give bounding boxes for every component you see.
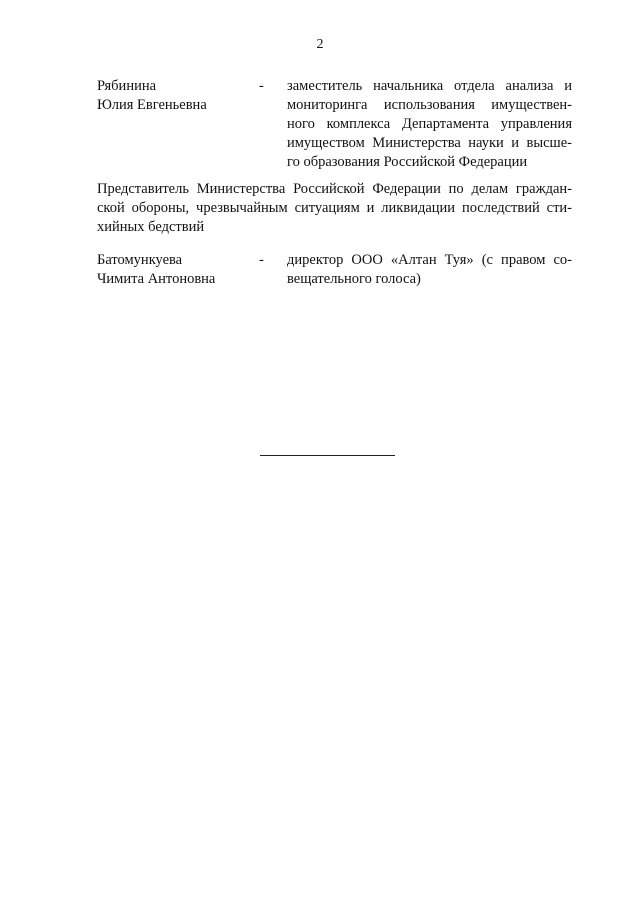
section-heading-line: хийных бедствий <box>97 219 205 235</box>
position-line: мониторинга использования имуществен- <box>287 97 572 113</box>
member-position <box>287 77 572 172</box>
position-line: имуществом Министерства науки и высше- <box>287 135 572 151</box>
member-given-names: Чимита Антоновна <box>97 271 216 287</box>
member-position <box>287 251 572 289</box>
member-given-names: Юлия Евгеньевна <box>97 97 207 113</box>
position-line: директор ООО «Алтан Туя» (с правом со- <box>287 252 572 268</box>
section-heading-line: Представитель Министерства Российской Федерации по делам граждан- <box>97 181 572 197</box>
page-number: 2 <box>316 37 324 52</box>
member-entry-batomunkueva <box>97 251 572 291</box>
name-description-dash: - <box>259 252 264 268</box>
name-description-dash: - <box>259 78 264 94</box>
section-heading-line: ской обороны, чрезвычайным ситуациям и ликвидации последствий сти- <box>97 200 572 216</box>
end-of-list-rule <box>260 455 395 456</box>
position-line: го образования Российской Федерации <box>287 154 528 170</box>
member-entry-ryabinina <box>97 77 572 172</box>
section-heading-mchs <box>97 180 572 237</box>
member-surname: Рябинина <box>97 78 157 94</box>
member-name <box>97 251 247 289</box>
member-surname: Батомункуева <box>97 252 183 268</box>
position-line: заместитель начальника отдела анализа и <box>287 78 572 94</box>
position-line: вещательного голоса) <box>287 271 421 287</box>
position-line: ного комплекса Департамента управления <box>287 116 572 132</box>
member-name <box>97 77 247 115</box>
